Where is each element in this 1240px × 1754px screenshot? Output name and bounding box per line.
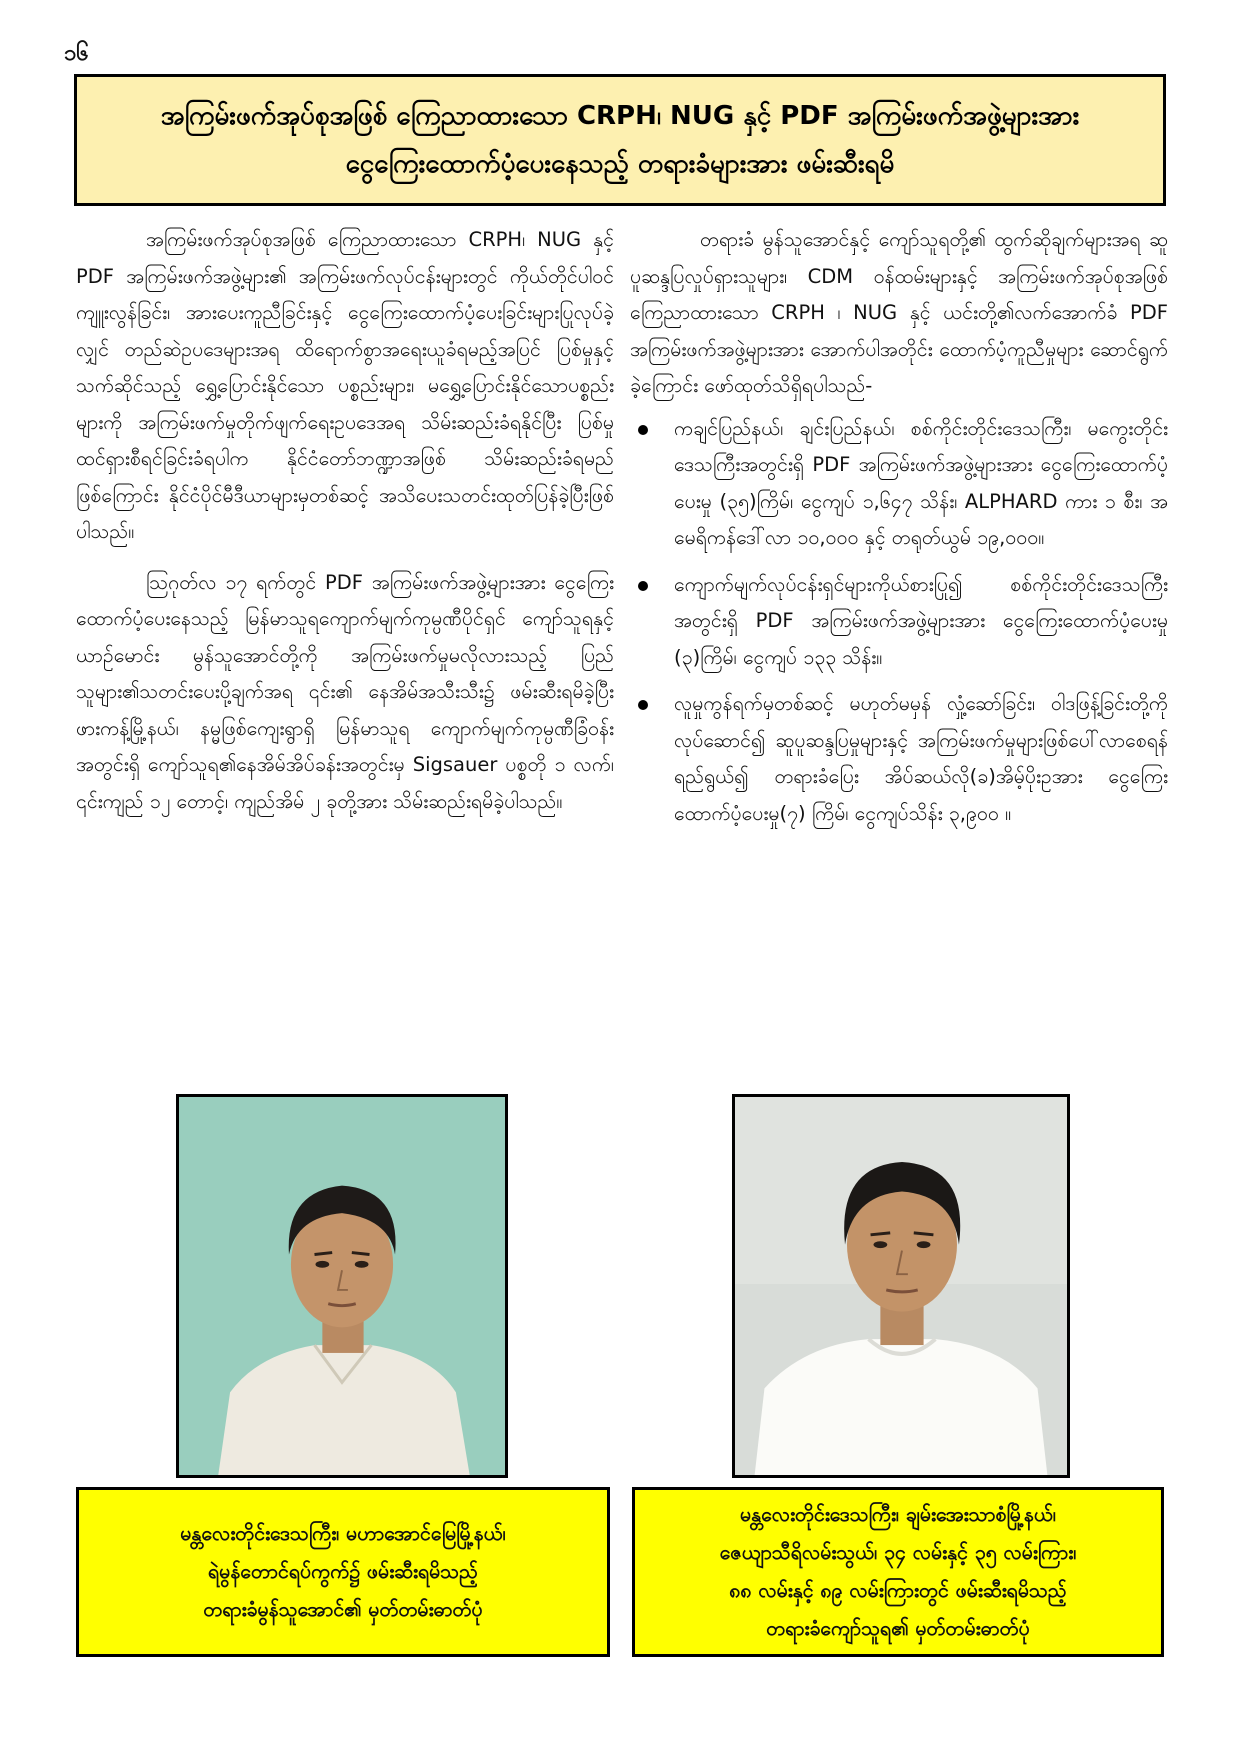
bullet-icon xyxy=(638,700,648,710)
photo-caption-right xyxy=(632,1487,1164,1657)
caption-line: ၈၈ လမ်းနှင့် ၈၉ လမ်းကြားတွင် ဖမ်းဆီးရမိသည့် xyxy=(729,1579,1067,1602)
photo-caption-left xyxy=(76,1487,610,1657)
caption-line: ရဲမွန်တောင်ရပ်ကွက်၌ ဖမ်းဆီးရမိသည့် xyxy=(207,1560,478,1583)
list-item xyxy=(630,567,1168,677)
photo-left-image xyxy=(179,1097,505,1475)
list-item xyxy=(630,686,1168,832)
bullet-icon xyxy=(638,425,648,435)
list-item xyxy=(630,411,1168,557)
headline-box xyxy=(74,74,1166,206)
caption-line: မန္တလေးတိုင်းဒေသကြီး၊ မဟာအောင်မြေမြို့နယ်၊ xyxy=(180,1522,506,1545)
right-intro-paragraph: တရားခံ မွန်သူအောင်နှင့် ကျော်သူရတို့၏ ထွက်ဆိုချက်များအရ ဆူပူဆန္ဒပြလှုပ်ရှားသူများ၊ CDM ဝန်ထမ်းများနှင့် အကြမ်းဖက်အုပ်စုအဖြစ် ကြေညာထားသော CRPH ၊ NUG နှင့် ယင်းတို့၏လက်အောက်ခံ PDF အကြမ်းဖက်အဖွဲ့များအား အောက်ပါအတိုင်း ထောက်ပံ့ကူညီမှုများ ဆောင်ရွက်ခဲ့ကြောင်း ဖော်ထုတ်သိရှိရပါသည်- xyxy=(630,228,1168,397)
bullet-icon xyxy=(638,581,648,591)
caption-line: တရားခံကျော်သူရ၏ မှတ်တမ်းဓာတ်ပုံ xyxy=(766,1617,1030,1640)
suspect-photo-left xyxy=(176,1094,508,1478)
bullet-text: ကချင်ပြည်နယ်၊ ချင်းပြည်နယ်၊ စစ်ကိုင်းတိုင်းဒေသကြီး၊ မကွေးတိုင်းဒေသကြီးအတွင်းရှိ PDF အကြမ်းဖက်အဖွဲ့များအား ငွေကြေးထောက်ပံ့ပေးမှု (၃၅)ကြိမ်၊ ငွေကျပ် ၁,၆၄၇ သိန်း၊ ALPHARD ကား ၁ စီး၊ အမေရိကန်ဒေါ်လာ ၁၀,၀၀၀ နှင့် တရုတ်ယွမ် ၁၉,၀၀၀။ xyxy=(674,416,1168,549)
left-column xyxy=(76,222,614,820)
caption-line: မန္တလေးတိုင်းဒေသကြီး၊ ချမ်းအေးသာစံမြို့နယ်၊ xyxy=(739,1503,1056,1526)
headline-line-1: အကြမ်းဖက်အုပ်စုအဖြစ် ကြေညာထားသော CRPH၊ NUG နှင့် PDF အကြမ်းဖက်အဖွဲ့များအား xyxy=(160,101,1080,131)
headline-line-2: ငွေကြေးထောက်ပံ့ပေးနေသည့် တရားခံများအား ဖမ်းဆီးရမိ xyxy=(345,149,895,179)
suspect-photo-right xyxy=(732,1094,1070,1478)
caption-line: တရားခံမွန်သူအောင်၏ မှတ်တမ်းဓာတ်ပုံ xyxy=(203,1598,483,1621)
left-paragraph-1: အကြမ်းဖက်အုပ်စုအဖြစ် ကြေညာထားသော CRPH၊ NUG နှင့် PDF အကြမ်းဖက်အဖွဲ့များ၏ အကြမ်းဖက်လုပ်ငန်းများတွင် ကိုယ်တိုင်ပါဝင်ကျူးလွန်ခြင်း၊ အားပေးကူညီခြင်းနှင့် ငွေကြေးထောက်ပံ့ပေးခြင်းများပြုလုပ်ခဲ့လျှင် တည်ဆဲဥပဒေများအရ ထိရောက်စွာအရေးယူခံရမည့်အပြင် ပြစ်မှုနှင့်သက်ဆိုင်သည့် ရွှေ့ပြောင်းနိုင်သော ပစ္စည်းများ၊ မရွှေ့ပြောင်းနိုင်သောပစ္စည်းများကို အကြမ်းဖက်မှုတိုက်ဖျက်ရေးဥပဒေအရ သိမ်းဆည်းခံရနိုင်ပြီး ပြစ်မှုထင်ရှားစီရင်ခြင်းခံရပါက နိုင်ငံတော်ဘဏ္ဍာအဖြစ် သိမ်းဆည်းခံရမည်ဖြစ်ကြောင်း နိုင်ငံပိုင်မီဒီယာများမှတစ်ဆင့် အသိပေးသတင်းထုတ်ပြန်ခဲ့ပြီးဖြစ်ပါသည်။ xyxy=(76,228,614,543)
page-number: ၁၆ xyxy=(64,41,89,66)
photo-right-image xyxy=(735,1097,1067,1475)
left-paragraph-2: ဩဂုတ်လ ၁၇ ရက်တွင် PDF အကြမ်းဖက်အဖွဲ့များအား ငွေကြေးထောက်ပံ့ပေးနေသည့် မြန်မာသူရကျောက်မျက်ကုမ္ပဏီပိုင်ရှင် ကျော်သူရနှင့် ယာဉ်မောင်း မွန်သူအောင်တို့ကို အကြမ်းဖက်မှုမလိုလားသည့် ပြည်သူများ၏သတင်းပေးပို့ချက်အရ ၎င်း၏ နေအိမ်အသီးသီး၌ ဖမ်းဆီးရမိခဲ့ပြီး ဖားကန့်မြို့နယ်၊ နမ္မဖြစ်ကျေးရွာရှိ မြန်မာသူရ ကျောက်မျက်ကုမ္ပဏီခြံဝန်းအတွင်းရှိ ကျော်သူရ၏နေအိမ်အိပ်ခန်းအတွင်းမှ Sigsauer ပစ္စတို ၁ လက်၊ ၎င်းကျည် ၁၂ တောင့်၊ ကျည်အိမ် ၂ ခုတို့အား သိမ်းဆည်းရမိခဲ့ပါသည်။ xyxy=(76,570,614,813)
bullet-list xyxy=(630,411,1168,833)
bullet-text: လူမှုကွန်ရက်မှတစ်ဆင့် မဟုတ်မမှန် လှုံ့ဆော်ခြင်း၊ ဝါဒဖြန့်ခြင်းတို့ကို လုပ်ဆောင်၍ ဆူပူဆန္ဒပြမှုများနှင့် အကြမ်းဖက်မှုများဖြစ်ပေါ်လာစေရန် ရည်ရွယ်၍ တရားခံပြေး အိပ်ဆယ်လို(ခ)အိမ့်ပိုးဥအား ငွေကြေးထောက်ပံ့ပေးမှု(၇) ကြိမ်၊ ငွေကျပ်သိန်း ၃,၉၀၀ ။ xyxy=(674,692,1168,825)
right-column xyxy=(630,222,1168,842)
caption-line: ဇေယျာသီရိလမ်းသွယ်၊ ၃၄ လမ်းနှင့် ၃၅ လမ်းကြား၊ xyxy=(719,1541,1077,1564)
bullet-text: ကျောက်မျက်လုပ်ငန်းရှင်များကိုယ်စားပြု၍ စစ်ကိုင်းတိုင်းဒေသကြီးအတွင်းရှိ PDF အကြမ်းဖက်အဖွဲ့များအား ငွေကြေးထောက်ပံ့ပေးမှု (၃)ကြိမ်၊ ငွေကျပ် ၁၃၃ သိန်း။ xyxy=(674,572,1168,669)
